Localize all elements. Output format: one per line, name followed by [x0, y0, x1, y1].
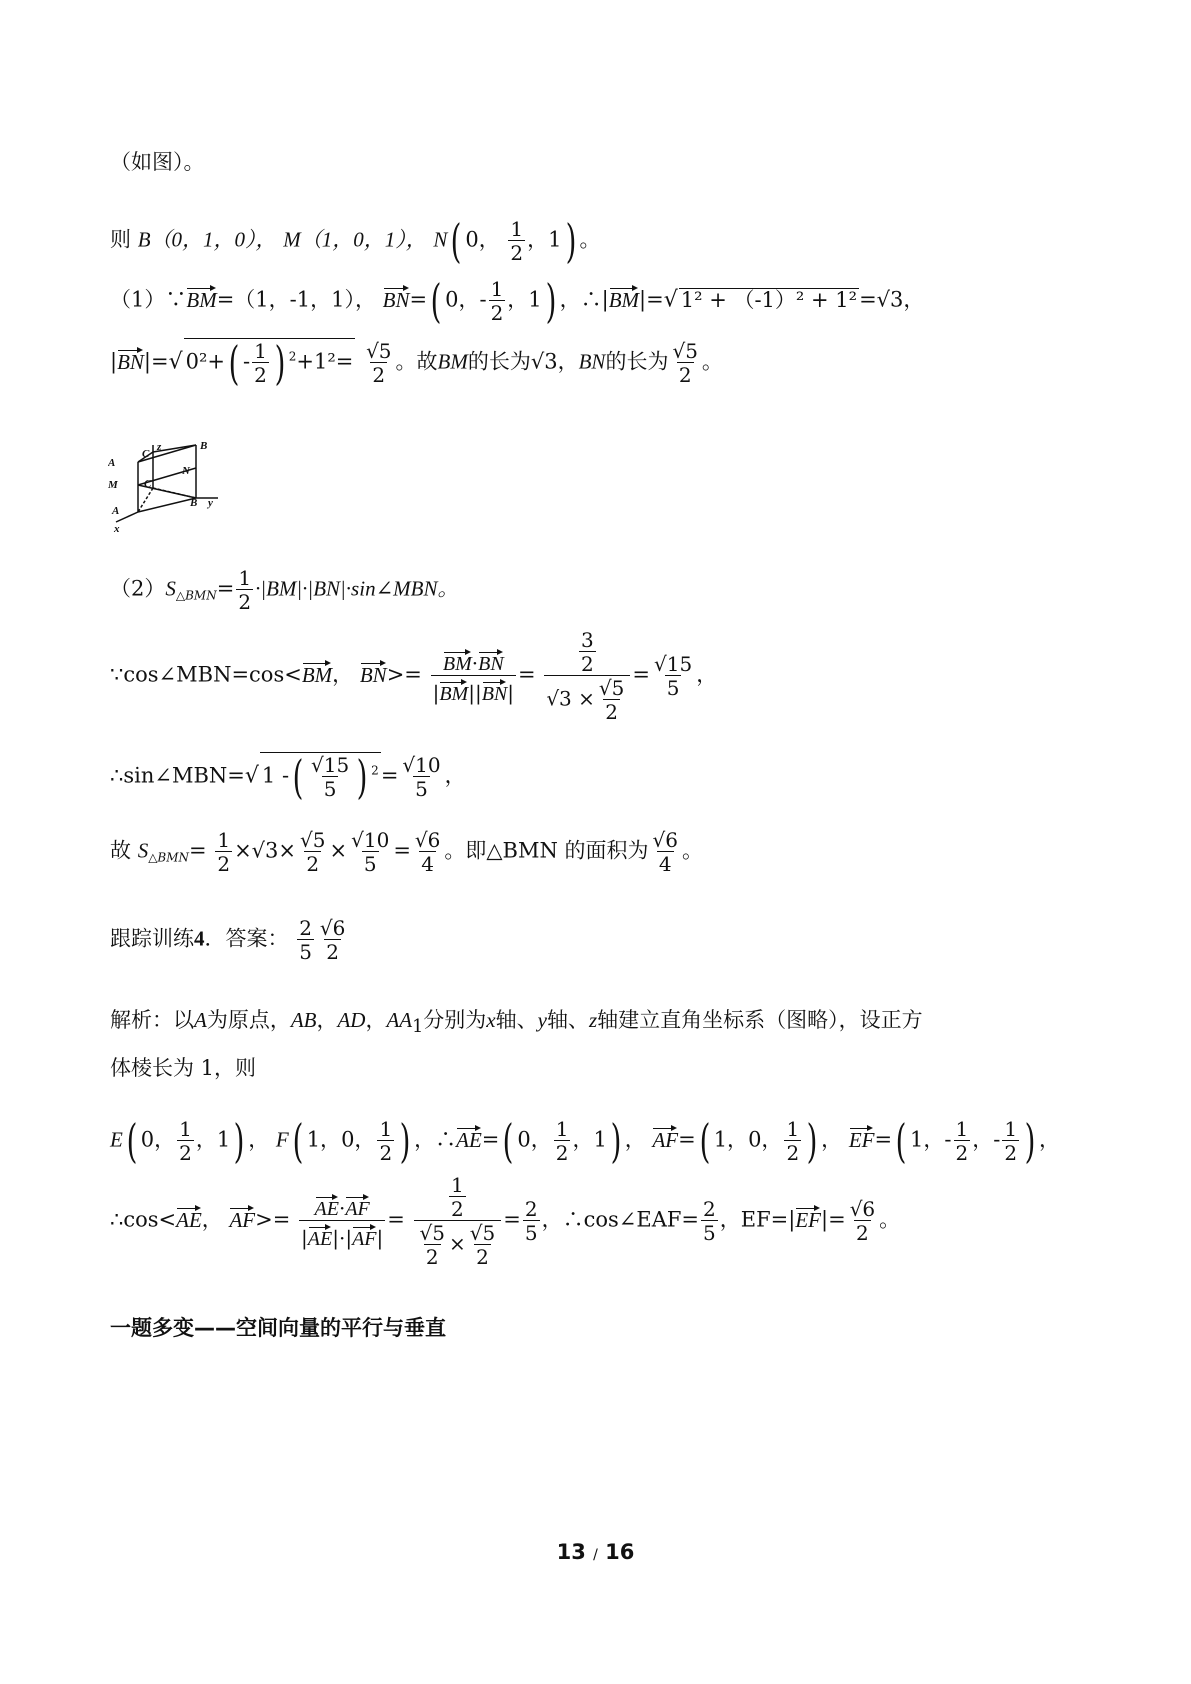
explanation-line-1: 解析：以A为原点，AB，AD，$AA_1$分别为x轴、y轴、z轴建立直角坐标系（图略），设正方: [110, 1008, 923, 1038]
fraction-dot-over-norms: $\frac{BM\cdot BN}{|BM||BN|}$: [431, 648, 516, 704]
label-b1: B: [200, 440, 208, 452]
label-z: z: [157, 441, 162, 453]
label-a1: A: [108, 457, 116, 469]
section-heading: 一题多变——空间向量的平行与垂直: [110, 1316, 446, 1340]
prism-diagram: [108, 440, 238, 540]
cos-mbn-line: ∵cos∠MBN=cos<BM， BN>= $\frac{BM\cdot BN}{|BM||BN|}$ = $\frac{3}{2}$ √3 × $\frac{√5}{2}$ = $\frac{√15}{5}$ ，: [110, 628, 718, 724]
label-y: y: [208, 497, 213, 509]
vector-bn: BN: [117, 346, 144, 373]
vector-bm: BM: [186, 284, 216, 311]
label-c: C: [144, 478, 152, 490]
label-n: N: [182, 465, 190, 477]
part1-bn-line: |BN|=√ 0²+( - $\frac{1}{2}$ ) $^2$+1²= $\frac{√5}{2}$ 。故BM的长为√3，BN的长为 $\frac{√5}{2}$ 。: [110, 336, 723, 390]
vector-bn: BN: [383, 284, 410, 311]
part1-line: （1）∵BM=（1，-1，1）， BN=( 0，- $\frac{1}{2}$ ，1) ，∴|BM|=√ 1² + （-1）² + 1²=√3，: [110, 274, 925, 328]
ef-coordinates-line: E( 0， $\frac{1}{2}$ ，1) ， F( 1，0， $\frac{1}{2}$ ) ，∴AE=( 0， $\frac{1}{2}$ ，1) ， AF=( 1，0， $\frac{1}{2}$ ) ， EF=( 1，- $\frac{1}{2}$ ，- $\frac{1}{2}$ ) ，: [110, 1114, 1061, 1168]
label-b: B: [190, 497, 198, 509]
fraction-complex: $\frac{3}{2}$ √3 × $\frac{√5}{2}$: [544, 630, 630, 722]
label-x: x: [114, 523, 120, 535]
area-line: 故 $S_{\triangle BMN}=$ $\frac{1}{2}$ ×√3× $\frac{√5}{2}$ × $\frac{√10}{5}$ = $\frac{√6}{4}$ 。即△BMN 的面积为 $\frac{√6}{4}$ 。: [110, 828, 703, 876]
page-number: 13 / 16: [556, 1540, 635, 1564]
part2-line: $(2)S_{\triangle BMN}=$ $\frac{1}{2}$ ·|BM|·|BN|·sin∠MBN。: [110, 566, 459, 614]
answer-line: 跟踪训练4．答案： $\frac{2}{5}$ $\frac{√6}{2}$: [110, 916, 346, 964]
fraction-root5-over-2: $\frac{√5}{2}$: [366, 339, 392, 387]
cos-eaf-line: ∴cos<AE， AF>= $\frac{AE\cdot AF}{|AE|\cdot|AF|}$ = $\frac{1}{2}$ $\frac{√5}{2}$ × $\frac{√5}{2}$ = $\frac{2}{5}$ ，∴cos∠EAF= $\frac{2}{5}$ ，EF=|EF|= $\frac{√6}{2}$ 。: [110, 1173, 901, 1269]
explanation-line-2: 体棱长为 1，则: [110, 1056, 257, 1080]
fraction-one-half: $\frac{1}{2}$: [490, 277, 504, 325]
label-c1: C: [142, 448, 150, 460]
vector-bm: BM: [609, 284, 639, 311]
sin-mbn-line: ∴sin∠MBN=√ 1 -( $\frac{√15}{5}$ ) $^2$= $\frac{√10}{5}$ ，: [110, 750, 466, 804]
label-m: M: [108, 479, 118, 491]
fraction-one-half: $\frac{1}{2}$: [510, 217, 524, 265]
line-as-figure: （如图）。: [110, 150, 205, 174]
fraction-root5-over-2: $\frac{√5}{2}$: [672, 339, 698, 387]
label-a: A: [112, 505, 120, 517]
coordinates-line: 则 B（0，1，0）， M（1，0，1）， N( 0， $\frac{1}{2}$ ，1) 。: [110, 214, 601, 268]
